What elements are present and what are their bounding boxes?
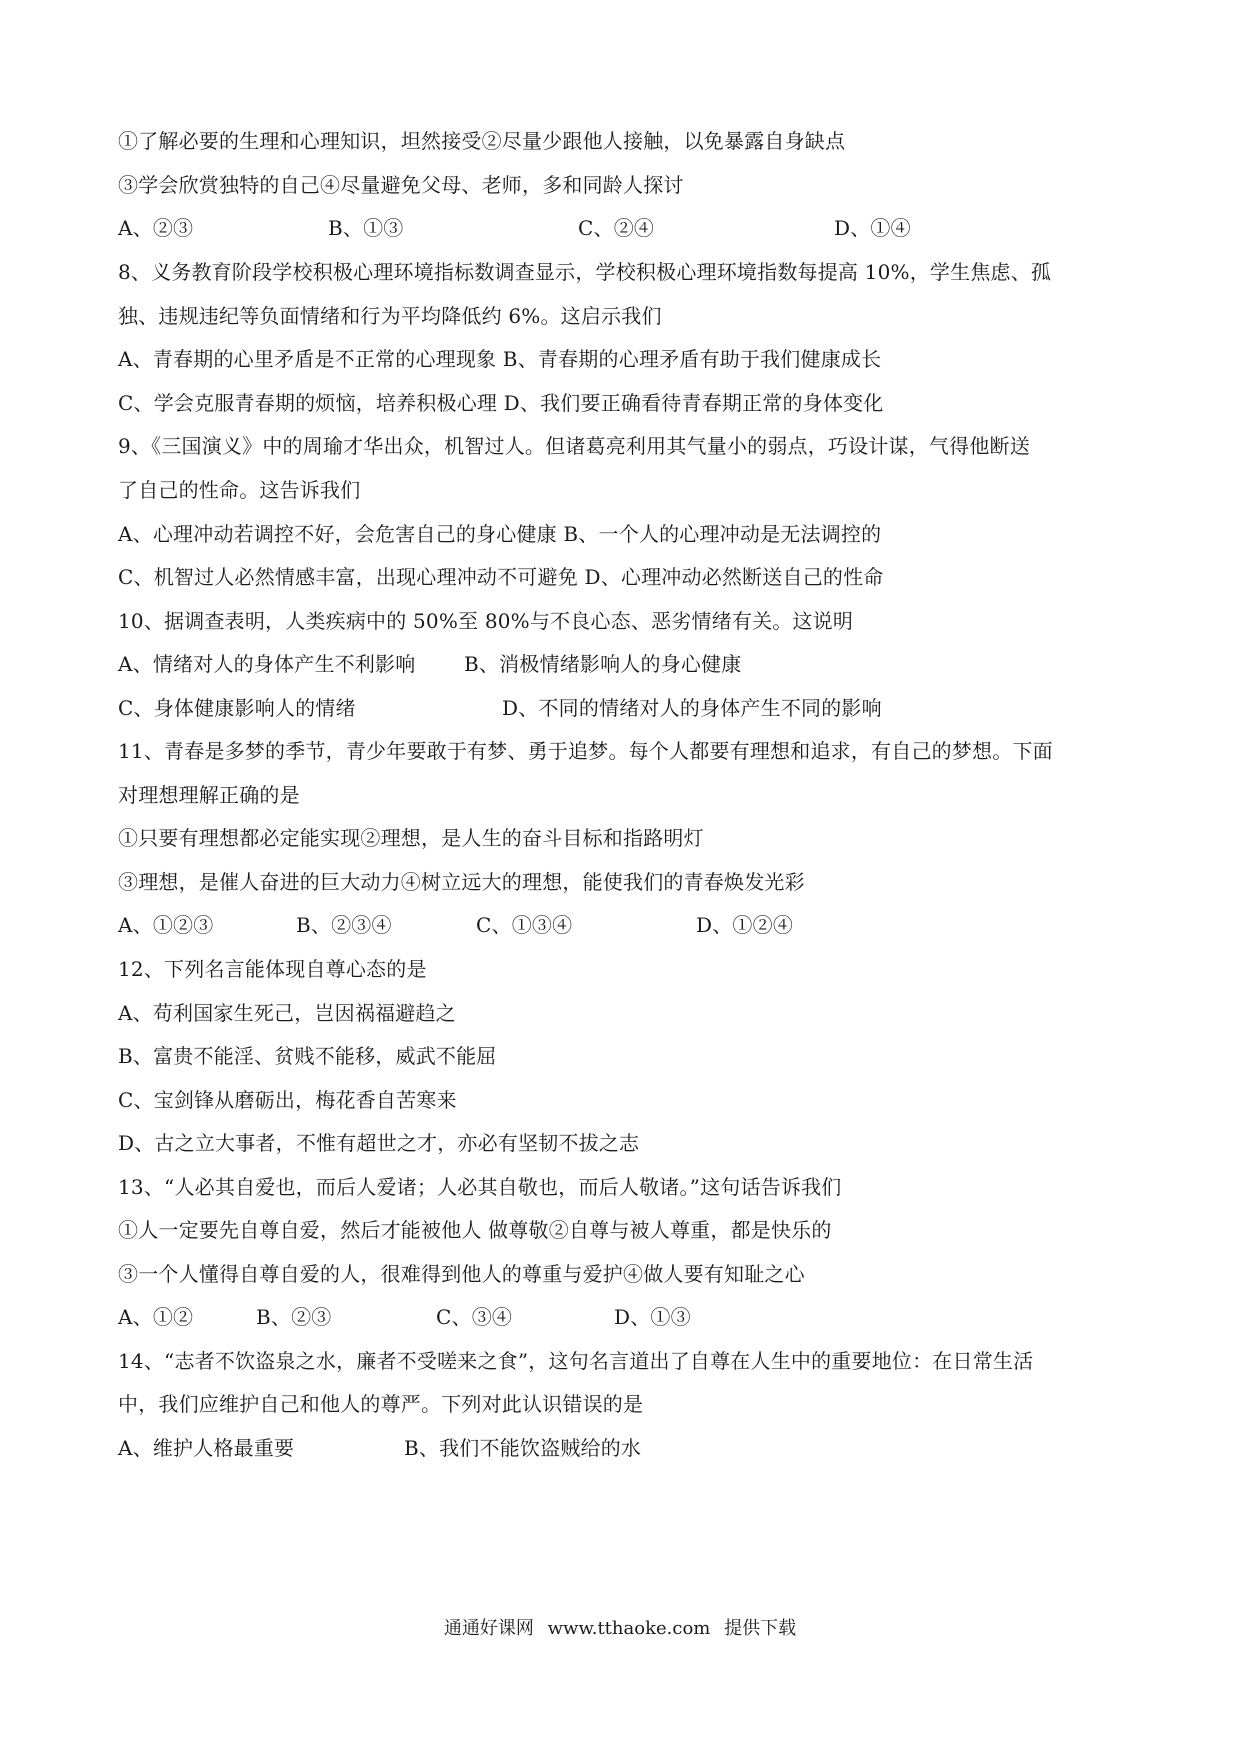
q13-option-b: B、②③: [256, 1305, 332, 1329]
q10-option-a: A、情绪对人的身体产生不利影响: [118, 652, 416, 676]
q13-statement-1: ①人一定要先自尊自爱，然后才能被他人 做尊敬②自尊与被人尊重，都是快乐的: [118, 1218, 832, 1242]
footer-note: 提供下载: [724, 1618, 797, 1639]
q11-stem-line-1: 11、青春是多梦的季节，青少年要敢于有梦、勇于追梦。每个人都要有理想和追求，有自己的梦想。下面: [118, 739, 1053, 763]
q9-stem-line-2: 了自己的性命。这告诉我们: [118, 478, 361, 502]
q11-option-a: A、①②③: [118, 913, 214, 937]
q12-option-b: B、富贵不能淫、贫贱不能移，威武不能屈: [118, 1044, 497, 1068]
q11-statement-1: ①只要有理想都必定能实现②理想，是人生的奋斗目标和指路明灯: [118, 826, 704, 850]
footer-url[interactable]: www.tthaoke.com: [547, 1618, 711, 1639]
q14-stem-line-2: 中，我们应维护自己和他人的尊严。下列对此认识错误的是: [118, 1392, 644, 1416]
q7-option-d: D、①④: [834, 216, 911, 240]
q9-options-cd: C、机智过人必然情感丰富，出现心理冲动不可避免 D、心理冲动必然断送自己的性命: [118, 565, 884, 589]
q13-option-a: A、①②: [118, 1305, 194, 1329]
q11-option-c: C、①③④: [476, 913, 573, 937]
q7-option-c: C、②④: [578, 216, 655, 240]
q10-option-c: C、身体健康影响人的情绪: [118, 696, 356, 720]
page-footer: [0, 1616, 1240, 1642]
q9-stem-line-1: 9、《三国演义》中的周瑜才华出众，机智过人。但诸葛亮利用其气量小的弱点，巧设计谋，气得他断送: [118, 434, 1030, 458]
q11-option-b: B、②③④: [296, 913, 392, 937]
q9-options-ab: A、心理冲动若调控不好，会危害自己的身心健康 B、一个人的心理冲动是无法调控的: [118, 522, 882, 546]
q12-stem: 12、下列名言能体现自尊心态的是: [118, 957, 427, 981]
q10-option-d: D、不同的情绪对人的身体产生不同的影响: [502, 696, 882, 720]
q7-option-a: A、②③: [118, 216, 194, 240]
q11-statement-2: ③理想，是催人奋进的巨大动力④树立远大的理想，能使我们的青春焕发光彩: [118, 870, 805, 894]
q13-option-c: C、③④: [436, 1305, 513, 1329]
q13-statement-2: ③一个人懂得自尊自爱的人，很难得到他人的尊重与爱护④做人要有知耻之心: [118, 1262, 805, 1286]
q14-stem-line-1: 14、“志者不饮盗泉之水，廉者不受嗟来之食”，这句名言道出了自尊在人生中的重要地位：在日常生活: [118, 1349, 1034, 1373]
q11-option-d: D、①②④: [696, 913, 794, 937]
q8-options-ab: A、青春期的心里矛盾是不正常的心理现象 B、青春期的心理矛盾有助于我们健康成长: [118, 347, 882, 371]
q7-statement-2: ③学会欣赏独特的自己④尽量避免父母、老师，多和同龄人探讨: [118, 173, 684, 197]
q12-option-c: C、宝剑锋从磨砺出，梅花香自苦寒来: [118, 1088, 457, 1112]
q14-option-b: B、我们不能饮盗贼给的水: [404, 1436, 642, 1460]
q12-option-a: A、苟利国家生死己，岂因祸福避趋之: [118, 1001, 456, 1025]
q10-stem: 10、据调查表明，人类疾病中的 50%至 80%与不良心态、恶劣情绪有关。这说明: [118, 609, 854, 633]
q8-options-cd: C、学会克服青春期的烦恼，培养积极心理 D、我们要正确看待青春期正常的身体变化: [118, 391, 884, 415]
q8-stem-line-1: 8、义务教育阶段学校积极心理环境指标数调查显示，学校积极心理环境指数每提高 10%，学生焦虑、孤: [118, 260, 1052, 284]
q10-option-b: B、消极情绪影响人的身心健康: [464, 652, 742, 676]
q8-stem-line-2: 独、违规违纪等负面情绪和行为平均降低约 6%。这启示我们: [118, 304, 662, 328]
footer-site-name: 通通好课网: [443, 1618, 534, 1639]
q11-stem-line-2: 对理想理解正确的是: [118, 783, 300, 807]
q13-stem: 13、“人必其自爱也，而后人爱诸；人必其自敬也，而后人敬诸。”这句话告诉我们: [118, 1175, 842, 1199]
q14-option-a: A、维护人格最重要: [118, 1436, 295, 1460]
q7-option-b: B、①③: [328, 216, 404, 240]
q12-option-d: D、古之立大事者，不惟有超世之才，亦必有坚韧不拔之志: [118, 1131, 640, 1155]
q13-option-d: D、①③: [614, 1305, 691, 1329]
q7-statement-1: ①了解必要的生理和心理知识，坦然接受②尽量少跟他人接触，以免暴露自身缺点: [118, 129, 846, 153]
